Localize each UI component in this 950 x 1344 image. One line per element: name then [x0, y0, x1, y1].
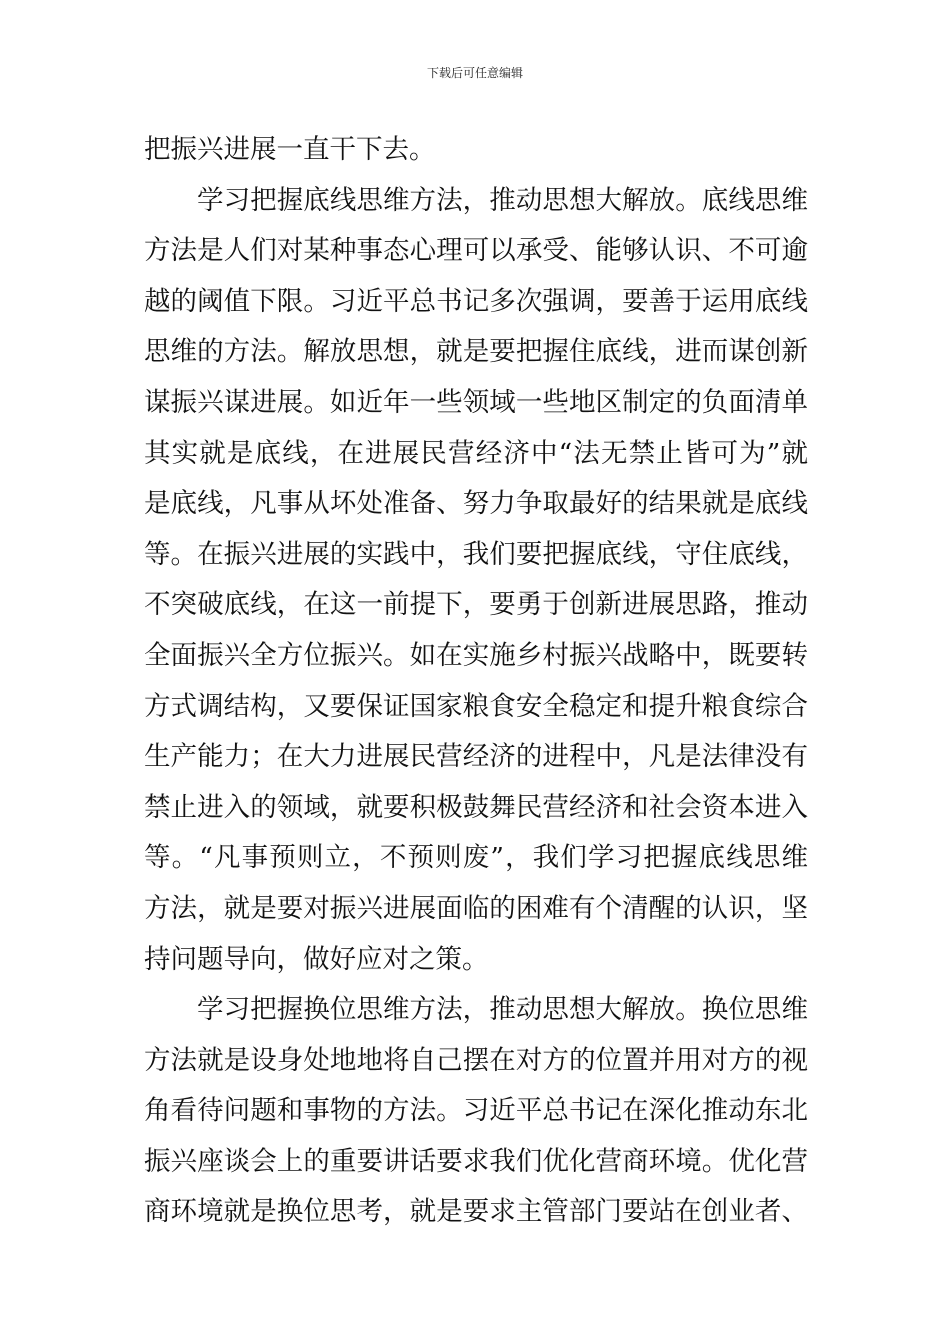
text-line: 方法，就是要对振兴进展面临的困难有个清醒的认识，坚 — [144, 892, 808, 924]
text-line: 方法是人们对某种事态心理可以承受、能够认识、不可逾 — [144, 235, 808, 267]
text-line: 等。在振兴进展的实践中，我们要把握底线，守住底线， — [144, 538, 808, 570]
text-line: 学习把握底线思维方法，推动思想大解放。底线思维 — [197, 184, 808, 216]
text-line: 等。“凡事预则立，不预则废”，我们学习把握底线思维 — [144, 842, 808, 874]
text-line: 振兴座谈会上的重要讲话要求我们优化营商环境。优化营 — [144, 1145, 808, 1177]
text-line: 学习把握换位思维方法，推动思想大解放。换位思维 — [197, 994, 808, 1026]
document-body — [144, 125, 808, 1238]
text-line: 把振兴进展一直干下去。 — [144, 134, 436, 165]
text-line: 商环境就是换位思考，就是要求主管部门要站在创业者、 — [144, 1196, 808, 1228]
text-line: 持问题导向，做好应对之策。 — [144, 943, 489, 975]
text-line: 越的阈值下限。习近平总书记多次强调，要善于运用底线 — [144, 285, 808, 317]
text-line: 是底线，凡事从坏处准备、努力争取最好的结果就是底线 — [144, 488, 808, 520]
text-line: 方法就是设身处地地将自己摆在对方的位置并用对方的视 — [144, 1044, 808, 1076]
text-line: 不突破底线，在这一前提下，要勇于创新进展思路，推动 — [144, 589, 808, 621]
text-line: 全面振兴全方位振兴。如在实施乡村振兴战略中，既要转 — [144, 639, 808, 671]
text-line: 生产能力；在大力进展民营经济的进程中，凡是法律没有 — [144, 741, 808, 773]
text-line: 谋振兴谋进展。如近年一些领域一些地区制定的负面清单 — [144, 386, 808, 418]
text-line: 禁止进入的领域，就要积极鼓舞民营经济和社会资本进入 — [144, 791, 808, 823]
text-line: 角看待问题和事物的方法。习近平总书记在深化推动东北 — [144, 1095, 808, 1127]
text-line: 思维的方法。解放思想，就是要把握住底线，进而谋创新 — [144, 336, 808, 368]
text-line: 其实就是底线，在进展民营经济中“法无禁止皆可为”就 — [144, 437, 808, 469]
page-header: 下载后可任意编辑 — [426, 66, 523, 80]
text-line: 方式调结构，又要保证国家粮食安全稳定和提升粮食综合 — [144, 690, 808, 722]
